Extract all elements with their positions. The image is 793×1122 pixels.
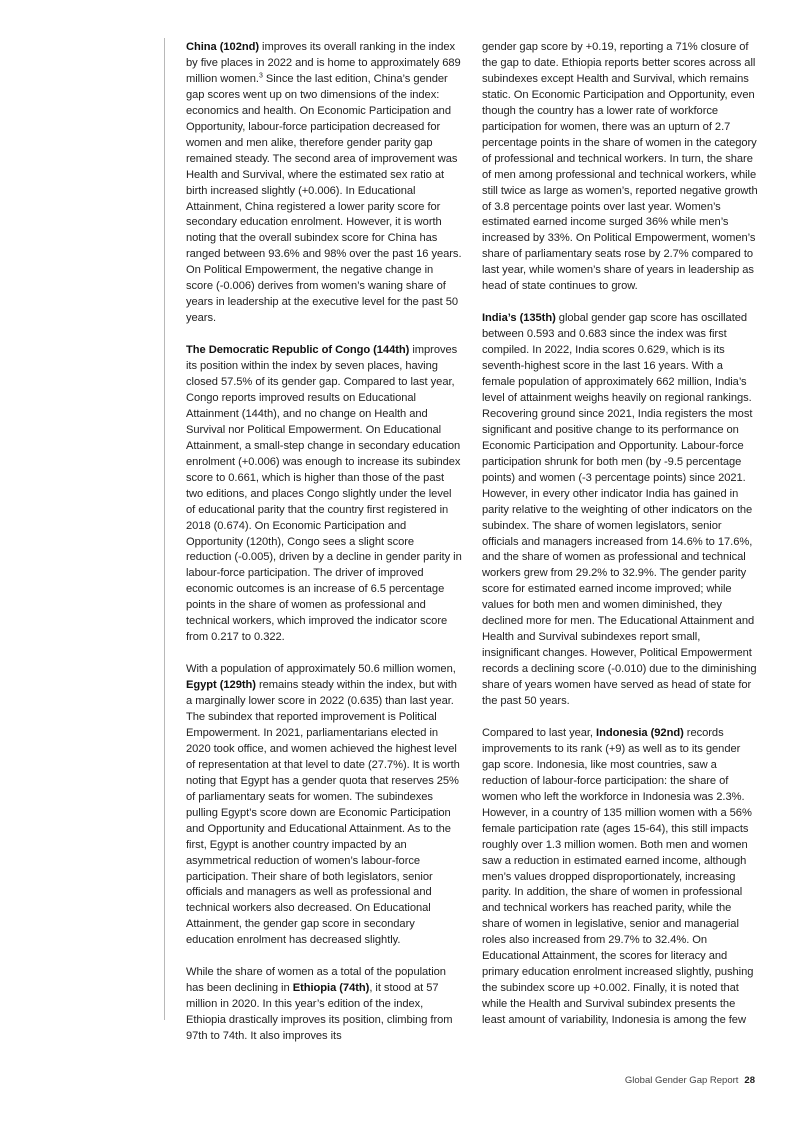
drc-paragraph xyxy=(186,343,462,646)
ethiopia-continued-paragraph: gender gap score by +0.19, reporting a 71% closure of the gap to date. Ethiopia reports better scores across all subindexes except Health and Survival, which remains static. On Economic Participation and Opportunity, even though the country has a lower rate of workforce participation for women, there was an upturn of 2.7 percentage points in the share of women in the category of professional and technical workers. In turn, the share of men among professional and technical workers, while still twice as large as women’s, reported negative growth of 3.8 percentage points over last year. Women’s estimated earned income surged 36% while men’s increased by 33%. On Political Empowerment, women’s share of parliamentary seats rose by 2.7% compared to last year, while women’s share of years in leadership as head of state continues to grow. xyxy=(482,41,758,293)
indonesia-text-before: Compared to last year, xyxy=(482,726,597,739)
ethiopia-text-before: While the share of women as a total of the population has been declining in xyxy=(186,966,446,995)
page-footer xyxy=(625,1075,755,1086)
drc-heading: The Democratic Republic of Congo (144th) xyxy=(186,344,410,357)
indonesia-heading: Indonesia (92nd) xyxy=(596,726,684,739)
left-text-column xyxy=(186,40,462,1045)
egypt-paragraph xyxy=(186,662,462,949)
indonesia-text-after: records improvements to its rank (+9) as well as to its gender gap score. Indonesia, like most countries, saw a reduction of labour-force participation: the share of women who left the workforce in Indonesia was 2.3%. However, in a country of 135 million women with a 56% female participation rate (ages 15-64), this still impacts roughly over 1.3 million women. Both men and women saw a reduction in estimated earned income, although men’s values dropped disproportionately, increasing parity. In addition, the share of women in professional and technical workers has reached parity, while the share of women in legislative, senior and managerial roles also increased from 29.7% to 32.4%. On Educational Attainment, the scores for literacy and primary education enrolment increased slightly, pushing the subindex score up +0.002. Finally, it is noted that while the Health and Survival subindex presents the least amount of variability, Indonesia is among the few xyxy=(482,726,754,1027)
egypt-heading: Egypt (129th) xyxy=(186,679,256,692)
ethiopia-text-after: , it stood at 57 million in 2020. In this year’s edition of the index, Ethiopia drastically improves its position, climbing from 97th to 74th. It also improves its xyxy=(186,982,453,1043)
india-text: global gender gap score has oscillated between 0.593 and 0.683 since the index was first compiled. In 2022, India scores 0.629, which is its seventh-highest score in the last 16 years. With a female population of approximately 662 million, India’s level of attainment weighs heavily on regional rankings. Recovering ground since 2021, India registers the most significant and positive change to its performance on Economic Participation and Opportunity. Labour-force participation shrunk for both men (by -9.5 percentage points) and women (-3 percentage points) since 2021. However, in every other indicator India has gained in parity relative to the weighting of other indicators on the subindex. The share of women legislators, senior officials and managers increased from 14.6% to 17.6%, and the share of women as professional and technical workers grew from 29.2% to 32.9%. The gender parity score for estimated earned income improved; while values for both men and women diminished, they declined more for men. The Educational Attainment and Health and Survival subindexes report small, insignificant changes. However, Political Empowerment records a declining score (-0.010) due to the diminishing share of years women have served as head of state for the past 50 years. xyxy=(482,312,757,708)
page-number: 28 xyxy=(744,1075,755,1086)
ethiopia-paragraph xyxy=(186,965,462,1045)
china-heading: China (102nd) xyxy=(186,41,260,53)
drc-text: improves its position within the index by seven places, having closed 57.5% of its gender gap. Compared to last year, Congo reports improved results on Educational Attainment (144th), and no change on Health and Survival nor Political Empowerment. On Educational Attainment, a small-step change in secondary education enrolment (+0.006) was enough to increase its subindex score to 0.661, which is higher than those of the past two editions, and places Congo slightly under the level of educational parity that the country first registered in 2018 (0.674). On Economic Participation and Opportunity (120th), Congo sees a slight score reduction (-0.005), driven by a decline in gender parity in labour-force participation. The driver of improved economic outcomes is an increase of 6.5 percentage points in the share of women as professional and technical workers, which improved the indicator score from 0.217 to 0.322. xyxy=(186,344,462,644)
china-text-2: Since the last edition, China’s gender gap scores went up on two dimensions of the index: economics and health. On Economic Participation and Opportunity, labour-force participation decreased for women and men alike, therefore gender parity gap remained steady. The second area of improvement was Health and Survival, where the estimated sex ratio at birth increased slightly (+0.006). In Educational Attainment, China registered a lower parity score for secondary education enrolment. However, it is worth noting that the overall subindex score for China has ranged between 93.6% and 98% over the past 16 years. On Political Empowerment, the negative change in score (-0.006) derives from women’s waning share of years in leadership at the executive level for the past 50 years. xyxy=(186,72,462,325)
right-text-column xyxy=(482,40,758,1029)
report-title: Global Gender Gap Report xyxy=(624,1075,739,1086)
column-divider-line xyxy=(164,38,165,1020)
ethiopia-heading: Ethiopia (74th) xyxy=(292,982,370,995)
china-paragraph xyxy=(186,40,462,327)
india-paragraph xyxy=(482,311,758,710)
egypt-text-after: remains steady within the index, but with a marginally lower score in 2022 (0.635) than last year. The subindex that reported improvement is Political Empowerment. In 2021, parliamentarians elected in 2020 took office, and women achieved the highest level of representation at that level to date (27.7%). It is worth noting that Egypt has a gender quota that reserves 25% of parliamentary seats for women. The subindexes pulling Egypt’s score down are Economic Participation and Opportunity and Educational Attainment. As to the first, Egypt is another country impacted by an asymmetrical reduction of women’s labour-force participation. Their share of both legislators, senior officials and managers as well as professional and technical workers also decreased. On Educational Attainment, the gender gap score in secondary education enrolment has decreased slightly. xyxy=(186,679,460,947)
indonesia-paragraph xyxy=(482,726,758,1029)
china-text-1: improves its overall ranking in the index by five places in 2022 and is home to approximately 689 million women. xyxy=(186,41,461,85)
footnote-marker: 3 xyxy=(258,72,263,80)
egypt-text-before: With a population of approximately 50.6 million women, xyxy=(186,663,456,676)
india-heading: India’s (135th) xyxy=(482,312,556,325)
